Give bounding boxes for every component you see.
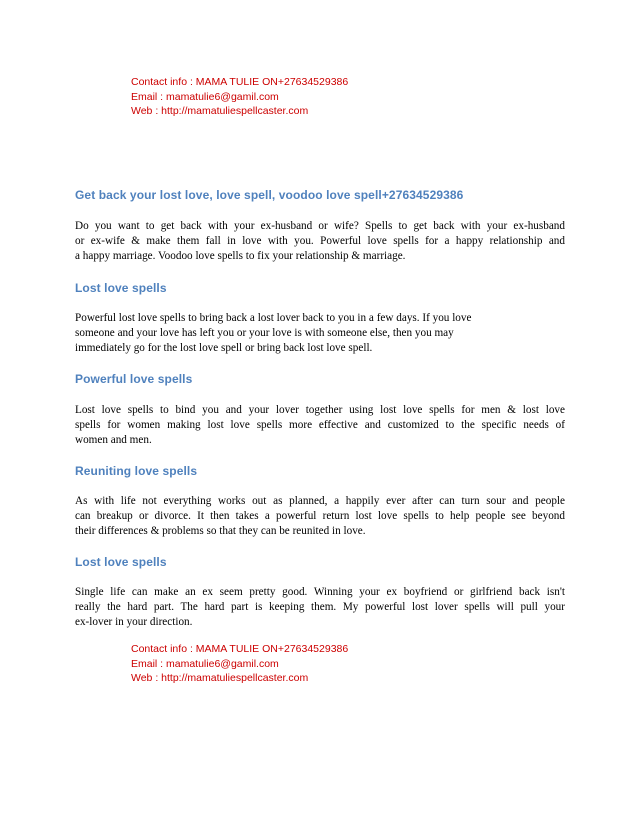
section-heading-powerful: Powerful love spells xyxy=(75,372,193,386)
paragraph-line: someone and your love has left you or your love is with someone else, then you may xyxy=(75,327,454,339)
paragraph-line: Powerful lost love spells to bring back a lost lover back to you in a few days. If you love xyxy=(75,312,472,324)
contact-web: Web : http://mamatuliespellcaster.com xyxy=(131,105,309,117)
contact-info: Contact info : MAMA TULIE ON+27634529386 xyxy=(131,76,349,88)
paragraph-line: Do you want to get back with your ex-husband or wife? Spells to get back with your ex-husband xyxy=(75,220,565,232)
paragraph-line: spells for women making lost love spells more effective and customized to the specific needs of xyxy=(75,419,565,431)
paragraph-line: their differences & problems so that they can be reunited in love. xyxy=(75,525,366,537)
section-paragraph-reuniting xyxy=(75,494,565,539)
contact-info: Contact info : MAMA TULIE ON+27634529386 xyxy=(131,643,349,655)
section-paragraph-powerful xyxy=(75,403,565,448)
paragraph-line: a happy marriage. Voodoo love spells to fix your relationship & marriage. xyxy=(75,250,406,262)
contact-email: Email : mamatulie6@gamil.com xyxy=(131,657,279,670)
section-heading-lost-love: Lost love spells xyxy=(75,281,167,295)
paragraph-line: ex-lover in your direction. xyxy=(75,616,193,628)
section-paragraph-lost-love xyxy=(75,311,565,356)
paragraph-line: immediately go for the lost love spell or bring back lost love spell. xyxy=(75,342,373,354)
contact-web: Web : http://mamatuliespellcaster.com xyxy=(131,672,309,684)
section-heading-get-back: Get back your lost love, love spell, voodoo love spell+27634529386 xyxy=(75,188,464,202)
paragraph-line: or ex-wife & make them fall in love with you. Powerful love spells for a happy relationship and xyxy=(75,235,565,247)
paragraph-line: women and men. xyxy=(75,434,152,446)
paragraph-line: really the hard part. The hard part is keeping them. My powerful lost lover spells will pull your xyxy=(75,601,565,613)
section-heading-reuniting: Reuniting love spells xyxy=(75,464,198,478)
section-heading-lost-love-2: Lost love spells xyxy=(75,555,167,569)
paragraph-line: Single life can make an ex seem pretty good. Winning your ex boyfriend or girlfriend back isn't xyxy=(75,586,565,598)
section-paragraph-get-back xyxy=(75,219,565,264)
contact-block-bottom xyxy=(131,642,348,686)
section-paragraph-lost-love-2 xyxy=(75,585,565,630)
contact-email: Email : mamatulie6@gamil.com xyxy=(131,90,279,103)
paragraph-line: Lost love spells to bind you and your lover together using lost love spells for men & lost love xyxy=(75,404,565,416)
paragraph-line: can breakup or divorce. It then takes a powerful return lost love spells to help people see beyond xyxy=(75,510,565,522)
contact-block-top xyxy=(131,75,348,119)
paragraph-line: As with life not everything works out as planned, a happily ever after can turn sour and people xyxy=(75,495,565,507)
